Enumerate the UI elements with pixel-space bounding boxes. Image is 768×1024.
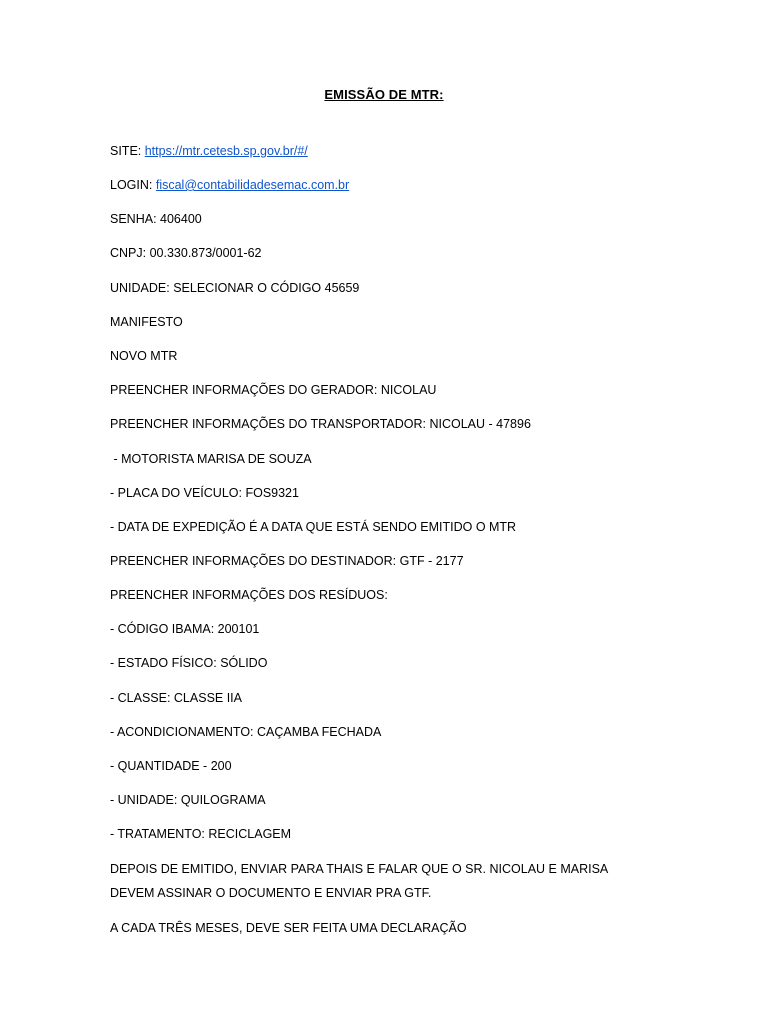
packaging-line: - ACONDICIONAMENTO: CAÇAMBA FECHADA: [110, 725, 382, 739]
site-line: [110, 143, 308, 159]
login-email-link[interactable]: fiscal@contabilidadesemac.com.br: [155, 178, 350, 192]
transporter-line: PREENCHER INFORMAÇÕES DO TRANSPORTADOR: NICOLAU - 47896: [110, 417, 531, 431]
physical-state-line: - ESTADO FÍSICO: SÓLIDO: [110, 656, 268, 670]
unit-measure-line: - UNIDADE: QUILOGRAMA: [110, 793, 266, 807]
treatment-line: - TRATAMENTO: RECICLAGEM: [110, 827, 292, 841]
new-mtr-line: NOVO MTR: [110, 349, 178, 363]
site-link[interactable]: https://mtr.cetesb.sp.gov.br/#/: [144, 144, 308, 158]
login-line: [110, 177, 349, 193]
vehicle-plate-line: - PLACA DO VEÍCULO: FOS9321: [110, 486, 299, 500]
receiver-line: PREENCHER INFORMAÇÕES DO DESTINADOR: GTF - 2177: [110, 554, 464, 568]
site-label: SITE:: [110, 144, 145, 158]
dispatch-date-line: - DATA DE EXPEDIÇÃO É A DATA QUE ESTÁ SENDO EMITIDO O MTR: [110, 520, 517, 534]
unit-line: UNIDADE: SELECIONAR O CÓDIGO 45659: [110, 281, 360, 295]
generator-line: PREENCHER INFORMAÇÕES DO GERADOR: NICOLAU: [110, 383, 437, 397]
cnpj-line: CNPJ: 00.330.873/0001-62: [110, 246, 262, 260]
driver-line: - MOTORISTA MARISA DE SOUZA: [110, 452, 312, 466]
class-line: - CLASSE: CLASSE IIA: [110, 691, 242, 705]
closing-paragraph: DEPOIS DE EMITIDO, ENVIAR PARA THAIS E FALAR QUE O SR. NICOLAU E MARISA DEVEM ASSINAR O DOCUMENTO E ENVIAR PRA GTF.: [110, 862, 608, 900]
page-title: EMISSÃO DE MTR:: [324, 87, 444, 102]
ibama-code-line: - CÓDIGO IBAMA: 200101: [110, 622, 260, 636]
quantity-line: - QUANTIDADE - 200: [110, 759, 232, 773]
login-label: LOGIN:: [110, 178, 156, 192]
waste-info-line: PREENCHER INFORMAÇÕES DOS RESÍDUOS:: [110, 588, 388, 602]
manifest-line: MANIFESTO: [110, 315, 183, 329]
final-line: A CADA TRÊS MESES, DEVE SER FEITA UMA DECLARAÇÃO: [110, 921, 467, 935]
password-line: SENHA: 406400: [110, 212, 202, 226]
